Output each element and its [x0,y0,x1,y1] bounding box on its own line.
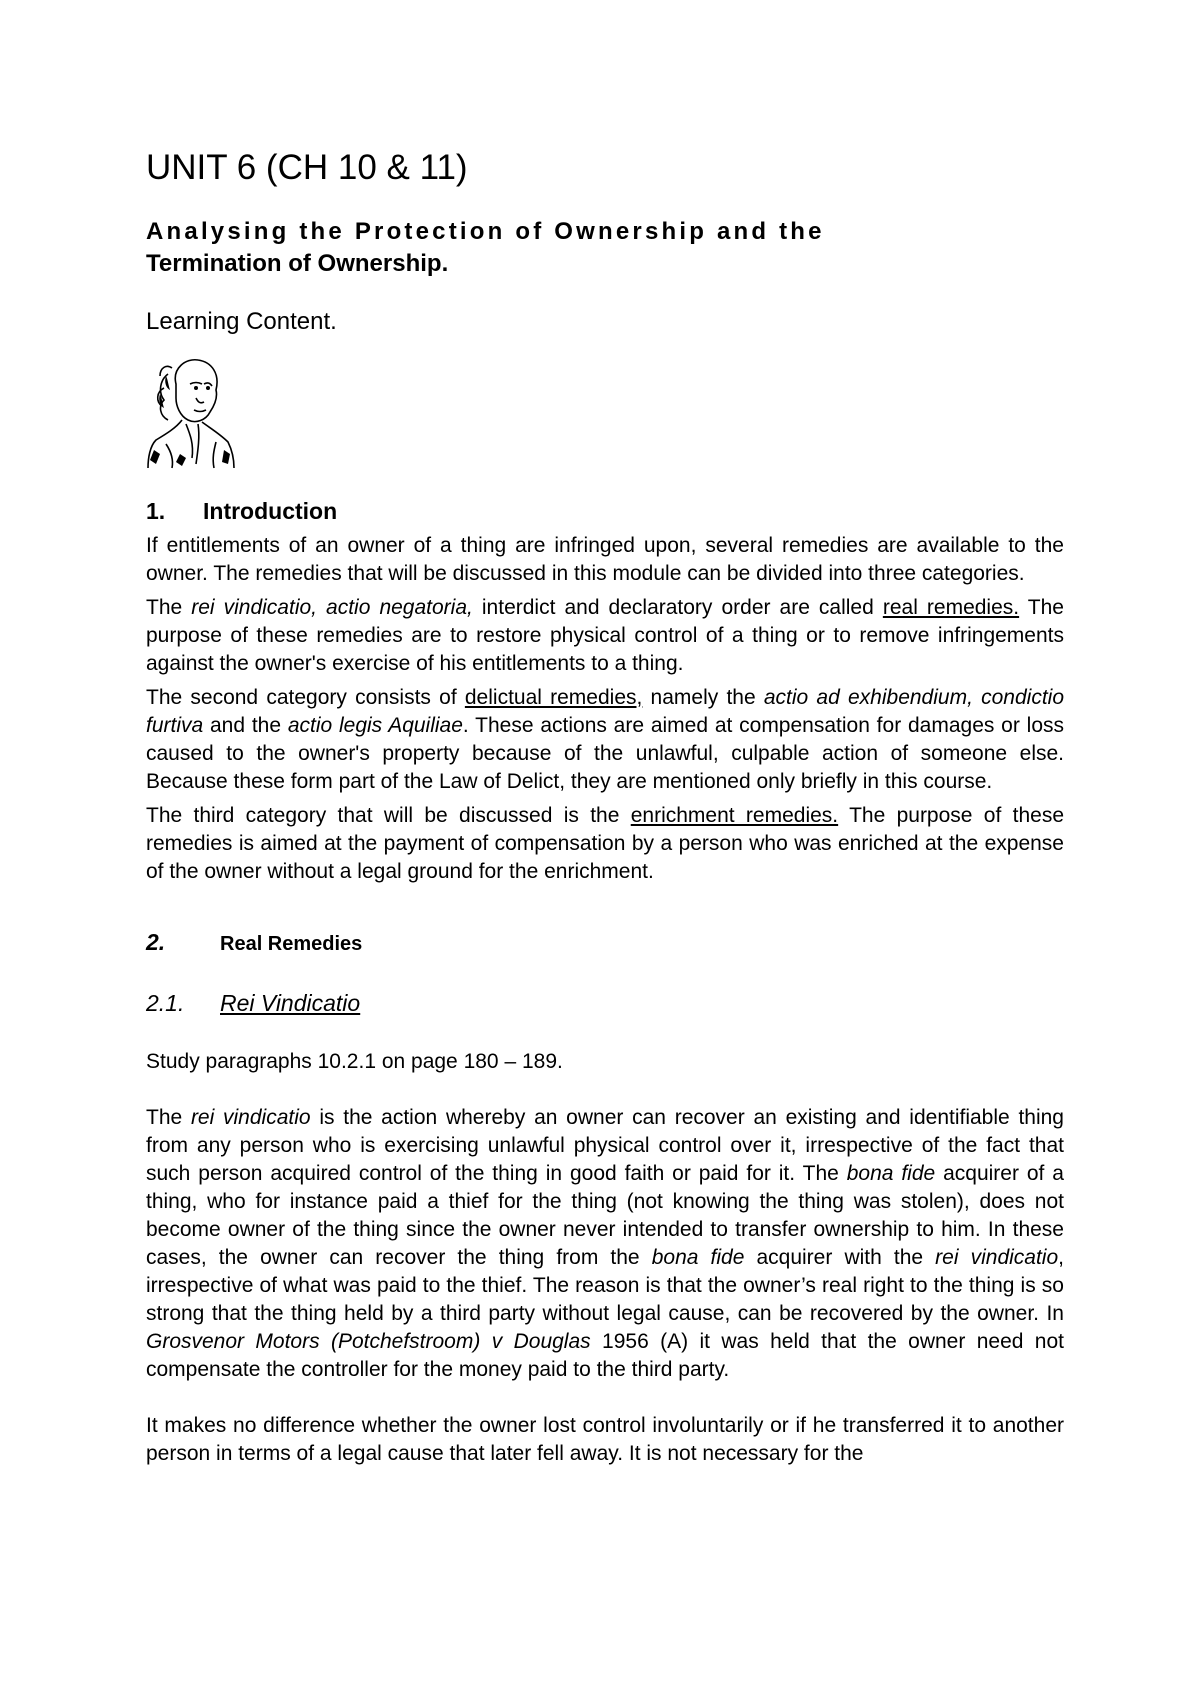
text-run: The purpose of these remedies are to restore physical control of a thing or to remove infringements against the owner's exercise of his entitlements to a thing. [146,596,1064,675]
italic-run: bona fide [651,1246,745,1269]
subsection-2-1-number: 2.1. [146,990,185,1016]
text-run: The [146,596,192,619]
portrait-illustration-icon [146,354,236,470]
section-1-number: 1. [146,498,166,524]
text-run: is the action whereby an owner can recover an existing and identifiable thing from any person who is exercising unlawful physical control over it, irrespective of the fact that such person acquired control of the thing in good faith or paid for it. The [146,1106,1064,1185]
text-run: . These actions are aimed at compensation for damages or loss caused to the owner's property because of the unlawful, culpable action of someone else. Because these form part of the Law of Delict, they are mentioned only briefly in this course. [146,714,1064,793]
subtitle-line-1: Analysing the Protection of Ownership and the [146,218,825,245]
italic-run: rei vindicatio [935,1246,1059,1269]
document-content [146,146,1064,1468]
subtitle-line-2: Termination of Ownership. [146,250,449,277]
section-2-heading [146,928,1064,958]
rei-vindicatio-paragraph [146,1104,1064,1384]
text-run: 1956 (A) it was held that the owner need not compensate the controller for the money paid to the third party. [146,1330,1064,1381]
underlined-run: real remedies. [882,596,1020,619]
intro-paragraph-1: If entitlements of an owner of a thing are infringed upon, several remedies are available to the owner. The remedies that will be discussed in this module can be divided into three categories. [146,534,1064,585]
study-instruction: Study paragraphs 10.2.1 on page 180 – 189. [146,1050,563,1073]
underlined-run: enrichment remedies. [630,804,839,827]
text-run: The [146,1106,191,1129]
section-1-heading [146,496,1064,526]
portrait-svg [146,354,236,470]
text-run: acquirer with the [744,1246,936,1269]
underlined-run: delictual remedies, [464,686,643,709]
section-1-title: Introduction [203,498,338,524]
control-paragraph: It makes no difference whether the owner lost control involuntarily or if he transferred it to another person in terms of a legal cause that later fell away. It is not necessary for the [146,1414,1064,1465]
text-run: acquirer of a thing, who for instance paid a thief for the thing (not knowing the thing was stolen), does not become owner of the thing since the owner never intended to transfer ownership to him. In these cases, the owner can recover the thing from the [146,1162,1064,1269]
text-run: and the [203,714,288,737]
subsection-2-1-title: Rei Vindicatio [220,990,361,1016]
section-2-number: 2. [146,929,166,955]
italic-run: bona fide [846,1162,936,1185]
italic-run: Grosvenor Motors (Potchefstroom) v Douglas [146,1330,591,1353]
section-2-title: Real Remedies [220,933,363,955]
text-run: interdict and declaratory order are called [472,596,883,619]
intro-paragraph-4 [146,802,1064,886]
intro-paragraph-2 [146,594,1064,678]
italic-run: rei vindicatio [190,1106,311,1129]
italic-run: actio ad exhibendium, condictio furtiva [146,686,1064,737]
subsection-2-1-heading [146,988,1064,1018]
italic-run: rei vindicatio, actio negatoria, [191,596,473,619]
text-run: The purpose of these remedies is aimed at the payment of compensation by a person who was enriched at the expense of the owner without a legal ground for the enrichment. [146,804,1064,883]
unit-subtitle [146,216,1064,280]
text-run: , irrespective of what was paid to the thief. The reason is that the owner’s real right to the thing is so strong that the thing held by a third party without legal cause, can be recovered by the owner. In [146,1246,1064,1325]
italic-run: actio legis Aquiliae [287,714,463,737]
intro-paragraph-3 [146,684,1064,796]
text-run: The second category consists of [146,686,465,709]
text-run: namely the [642,686,764,709]
learning-content-heading: Learning Content. [146,308,337,335]
unit-title: UNIT 6 (CH 10 & 11) [146,148,468,187]
text-run: The third category that will be discussed is the [146,804,631,827]
